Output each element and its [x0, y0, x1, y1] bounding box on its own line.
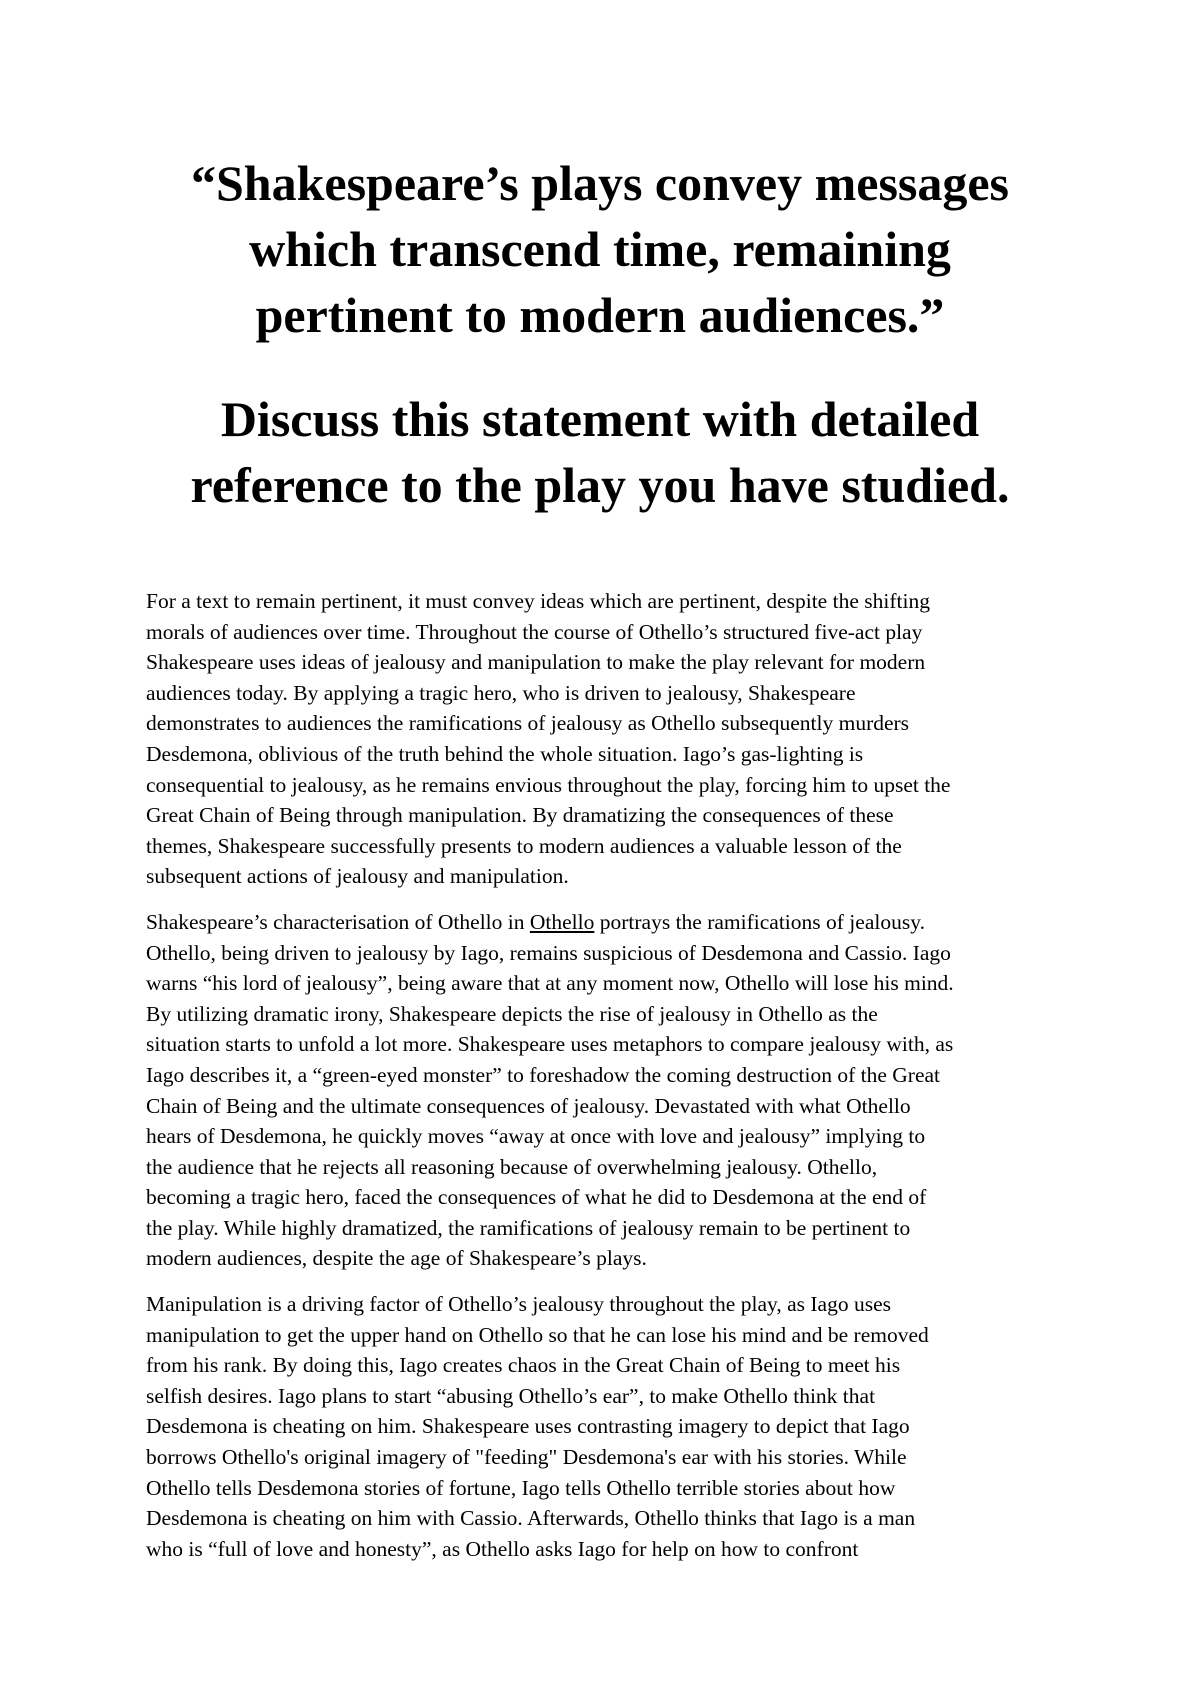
paragraph-line: Manipulation is a driving factor of Othello’s jealousy throughout the play, as Iago uses	[146, 1292, 891, 1317]
paragraph-line: Great Chain of Being through manipulation. By dramatizing the consequences of these	[146, 803, 894, 828]
paragraph-line: warns “his lord of jealousy”, being aware that at any moment now, Othello will lose his mind.	[146, 971, 954, 996]
paragraph-line: becoming a tragic hero, faced the consequences of what he did to Desdemona at the end of	[146, 1185, 927, 1210]
paragraph-line: borrows Othello's original imagery of "feeding" Desdemona's ear with his stories. While	[146, 1445, 907, 1470]
paragraph-line: modern audiences, despite the age of Shakespeare’s plays.	[146, 1246, 647, 1271]
paragraph-line: situation starts to unfold a lot more. Shakespeare uses metaphors to compare jealousy with, as	[146, 1032, 954, 1057]
paragraph-line: hears of Desdemona, he quickly moves “away at once with love and jealousy” implying to	[146, 1124, 926, 1149]
paragraph-line: subsequent actions of jealousy and manipulation.	[146, 864, 569, 889]
line-suffix: portrays the ramifications of jealousy.	[594, 909, 925, 934]
paragraph-manipulation	[146, 1289, 1076, 1564]
paragraph-line: Othello, being driven to jealousy by Iago, remains suspicious of Desdemona and Cassio. Iago	[146, 940, 951, 965]
paragraph-line: the play. While highly dramatized, the ramifications of jealousy remain to be pertinent to	[146, 1215, 911, 1240]
paragraph-line: Desdemona is cheating on him with Cassio. Afterwards, Othello thinks that Iago is a man	[146, 1506, 916, 1531]
paragraph-line: selfish desires. Iago plans to start “abusing Othello’s ear”, to make Othello think that	[146, 1383, 876, 1408]
essay-title-line: which transcend time, remaining	[249, 221, 951, 277]
paragraph-line: morals of audiences over time. Throughout the course of Othello’s structured five-act play	[146, 619, 923, 644]
essay-title-line: pertinent to modern audiences.”	[255, 287, 945, 343]
essay-prompt	[110, 386, 1090, 518]
line-prefix: Shakespeare’s characterisation of Othello in	[146, 909, 530, 934]
paragraph-line: Desdemona, oblivious of the truth behind the whole situation. Iago’s gas-lighting is	[146, 741, 864, 766]
paragraph-line: By utilizing dramatic irony, Shakespeare depicts the rise of jealousy in Othello as the	[146, 1001, 878, 1026]
paragraph-line: Othello tells Desdemona stories of fortune, Iago tells Othello terrible stories about how	[146, 1475, 896, 1500]
paragraph-line: For a text to remain pertinent, it must convey ideas which are pertinent, despite the shifting	[146, 589, 930, 613]
essay-prompt-line: Discuss this statement with detailed	[220, 391, 980, 447]
paragraph-line: Desdemona is cheating on him. Shakespeare uses contrasting imagery to depict that Iago	[146, 1414, 910, 1439]
paragraph-line: the audience that he rejects all reasoning because of overwhelming jealousy. Othello,	[146, 1154, 878, 1179]
paragraph-introduction	[146, 586, 1076, 892]
paragraph-line: audiences today. By applying a tragic hero, who is driven to jealousy, Shakespeare	[146, 680, 856, 705]
paragraph-line: manipulation to get the upper hand on Othello so that he can lose his mind and be removed	[146, 1322, 929, 1347]
play-title-underlined: Othello	[529, 909, 595, 934]
paragraph-jealousy	[146, 907, 1076, 1274]
paragraph-line: Chain of Being and the ultimate consequences of jealousy. Devastated with what Othello	[146, 1093, 911, 1118]
paragraph-line: consequential to jealousy, as he remains envious throughout the play, forcing him to upset the	[146, 772, 951, 797]
essay-title-line: “Shakespeare’s plays convey messages	[190, 155, 1010, 211]
essay-title	[110, 150, 1090, 348]
essay-heading	[110, 150, 1090, 518]
essay-body	[146, 586, 1076, 1579]
paragraph-line: themes, Shakespeare successfully presents to modern audiences a valuable lesson of the	[146, 833, 902, 858]
paragraph-line: Iago describes it, a “green-eyed monster” to foreshadow the coming destruction of the Great	[146, 1062, 941, 1087]
paragraph-line: who is “full of love and honesty”, as Othello asks Iago for help on how to confront	[146, 1536, 859, 1561]
paragraph-line	[146, 907, 1076, 938]
essay-prompt-line: reference to the play you have studied.	[190, 457, 1010, 513]
paragraph-line: from his rank. By doing this, Iago creates chaos in the Great Chain of Being to meet his	[146, 1353, 901, 1378]
paragraph-line: demonstrates to audiences the ramifications of jealousy as Othello subsequently murders	[146, 711, 910, 736]
paragraph-line: Shakespeare uses ideas of jealousy and manipulation to make the play relevant for modern	[146, 650, 926, 675]
